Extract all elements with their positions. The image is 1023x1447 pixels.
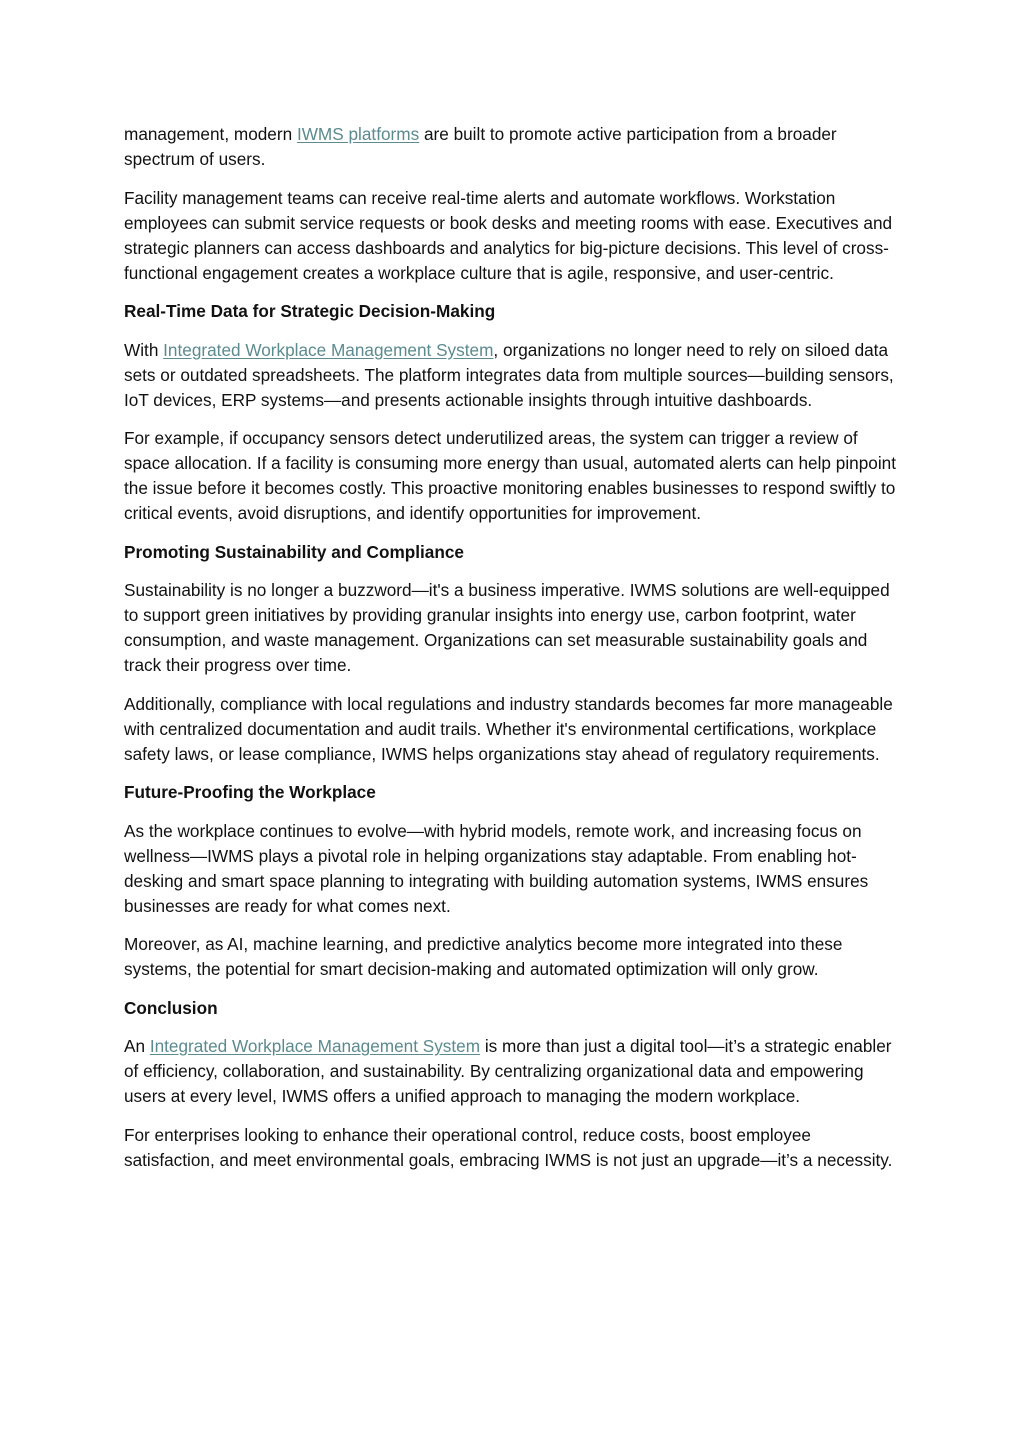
iwms-conclusion-link[interactable]: Integrated Workplace Management System bbox=[149, 1036, 481, 1056]
document-page bbox=[124, 122, 904, 1186]
paragraph-conclusion bbox=[124, 1034, 904, 1109]
paragraph-text: are built to promote active participation from a broader spectrum of users. bbox=[124, 124, 837, 169]
paragraph-text: With bbox=[124, 339, 164, 360]
paragraph-text: An bbox=[124, 1036, 150, 1056]
paragraph-iwms-platforms bbox=[124, 122, 904, 172]
heading-conclusion: Conclusion bbox=[124, 997, 218, 1018]
paragraph-evolving-workplace: As the workplace continues to evolve—with hybrid models, remote work, and increasing focus on wellness—IWMS plays a pivotal role in helping organizations stay adaptable. From enabling hot-desking and smart space planning to integrating with building automation systems, IWMS ensures businesses are ready for what comes next. bbox=[124, 820, 869, 916]
iwms-platforms-link[interactable]: IWMS platforms bbox=[296, 124, 420, 144]
paragraph-facility-teams: Facility management teams can receive real-time alerts and automate workflows. Workstation employees can submit service requests or book desks and meeting rooms with ease. Executives and strategic planners can access dashboards and analytics for big-picture decisions. This level of cross-functional engagement creates a workplace culture that is agile, responsive, and user-centric. bbox=[124, 187, 893, 283]
paragraph-sustainability: Sustainability is no longer a buzzword—it's a business imperative. IWMS solutions are well-equipped to support green initiatives by providing granular insights into energy use, carbon footprint, water consumption, and waste management. Organizations can set measurable sustainability goals and track their progress over time. bbox=[124, 580, 890, 675]
paragraph-ai: Moreover, as AI, machine learning, and predictive analytics become more integrated into these systems, the potential for smart decision-making and automated optimization will only grow. bbox=[124, 934, 843, 979]
heading-sustainability: Promoting Sustainability and Compliance bbox=[124, 541, 464, 562]
paragraph-enterprises: For enterprises looking to enhance their operational control, reduce costs, boost employee satisfaction, and meet environmental goals, embracing IWMS is not just an upgrade—it’s a necessity. bbox=[124, 1124, 893, 1170]
paragraph-text: is more than just a digital tool—it’s a strategic enabler of efficiency, collaboration, and sustainability. By centralizing organizational data and empowering users at every level, IWMS offers a unified approach to managing the modern workplace. bbox=[124, 1036, 892, 1106]
paragraph-iwms-data bbox=[124, 338, 904, 413]
paragraph-text: , organizations no longer need to rely on siloed data sets or outdated spreadsheets. The platform integrates data from multiple sources—building sensors, IoT devices, ERP systems—and presents actionable insights through intuitive dashboards. bbox=[124, 339, 894, 410]
paragraph-text: management, modern bbox=[124, 124, 297, 144]
heading-future-proofing: Future-Proofing the Workplace bbox=[124, 782, 376, 802]
iwms-link[interactable]: Integrated Workplace Management System bbox=[163, 339, 494, 360]
paragraph-compliance: Additionally, compliance with local regulations and industry standards becomes far more manageable with centralized documentation and audit trails. Whether it's environmental certifications, workplace safety laws, or lease compliance, IWMS helps organizations stay ahead of regulatory requirements. bbox=[124, 693, 893, 764]
paragraph-occupancy-example: For example, if occupancy sensors detect underutilized areas, the system can trigger a review of space allocation. If a facility is consuming more energy than usual, automated alerts can help pinpoint the issue before it becomes costly. This proactive monitoring enables businesses to respond swiftly to critical events, avoid disruptions, and identify opportunities for improvement. bbox=[124, 428, 896, 523]
heading-real-time-data: Real-Time Data for Strategic Decision-Making bbox=[124, 301, 496, 321]
